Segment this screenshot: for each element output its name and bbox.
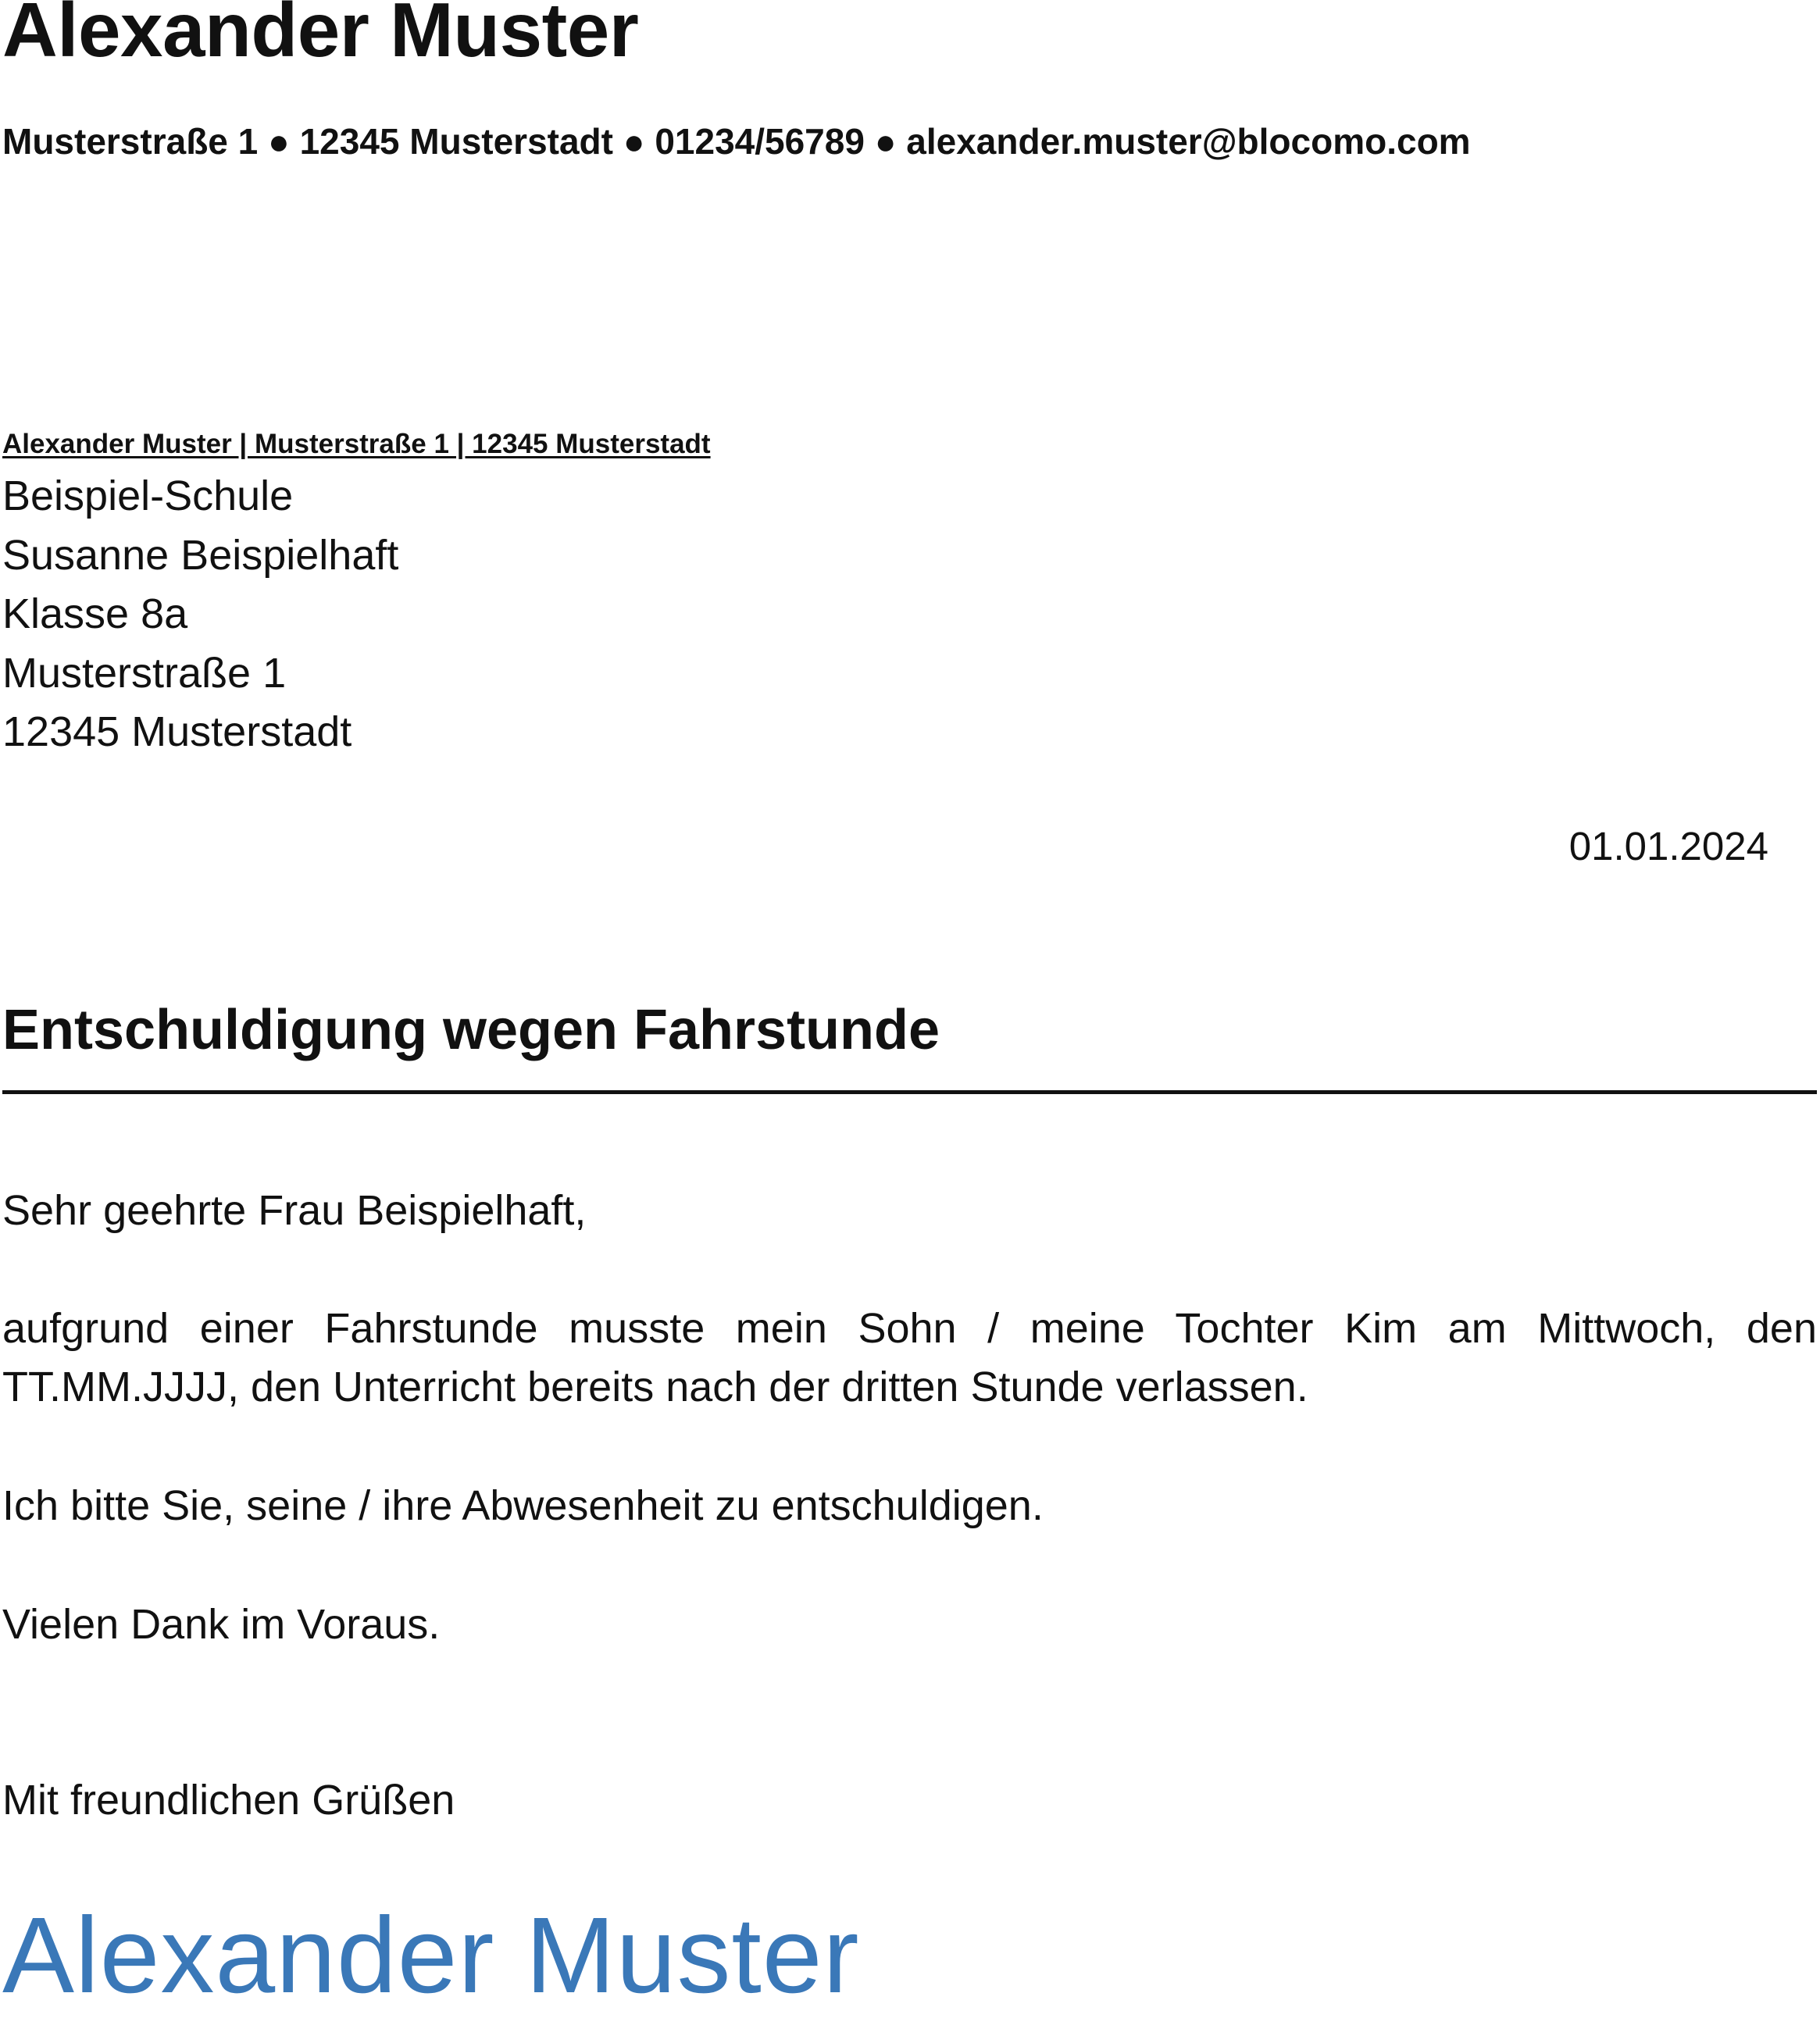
recipient-line: Susanne Beispielhaft [2, 531, 399, 579]
letter-date: 01.01.2024 [1568, 824, 1768, 868]
sender-contact-line: Musterstraße 1 ● 12345 Musterstadt ● 01234/56789 ● alexander.muster@blocomo.com [2, 121, 1471, 162]
body-paragraph: aufgrund einer Fahrstunde musste mein Sohn / meine Tochter Kim am Mittwoch, den TT.MM.JJJJ, den Unterricht bereits nach der dritten Stunde verlassen. [2, 1305, 1817, 1410]
closing-phrase: Mit freundlichen Grüßen [2, 1777, 455, 1824]
salutation: Sehr geehrte Frau Beispielhaft, [2, 1187, 587, 1234]
signature: Alexander Muster [2, 1895, 860, 2016]
body-paragraph: Vielen Dank im Voraus. [2, 1601, 441, 1648]
recipient-line: 12345 Musterstadt [2, 708, 352, 755]
return-address-line: Alexander Muster | Musterstraße 1 | 12345 Musterstadt [2, 429, 711, 459]
body-paragraph: Ich bitte Sie, seine / ihre Abwesenheit zu entschuldigen. [2, 1482, 1044, 1529]
recipient-line: Beispiel-Schule [2, 472, 294, 519]
subject-heading: Entschuldigung wegen Fahrstunde [2, 999, 940, 1061]
subject-divider [2, 1090, 1817, 1094]
recipient-line: Musterstraße 1 [2, 649, 287, 697]
recipient-line: Klasse 8a [2, 590, 188, 637]
recipient-address [2, 467, 398, 762]
sender-name: Alexander Muster [2, 0, 639, 73]
